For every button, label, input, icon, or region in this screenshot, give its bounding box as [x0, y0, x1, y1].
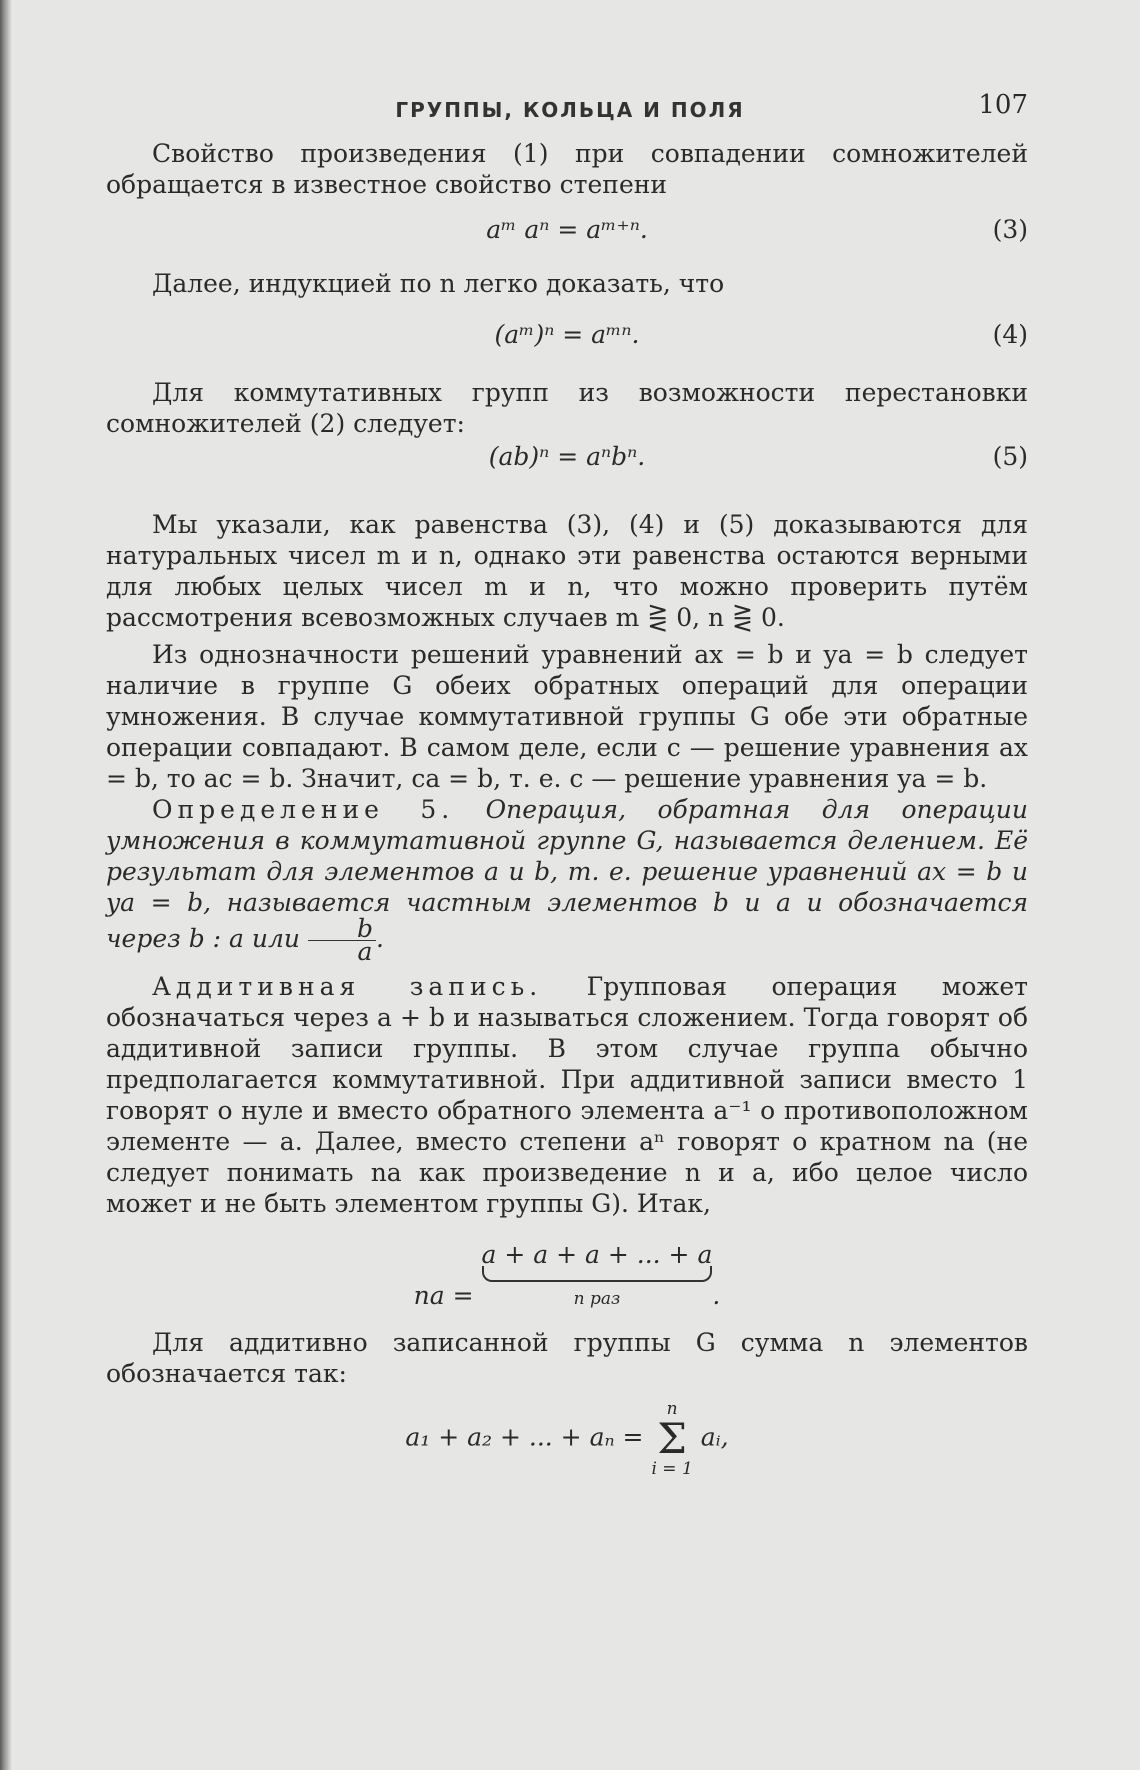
paragraph-sum-notation: Для аддитивно записанной группы G сумма n элементов обозначается так: — [106, 1328, 1028, 1388]
paragraph-definition-5: Определение 5. Операция, обратная для операции умножения в коммутативной группе G, называется делением. Её результат для элементов a и b, т. е. решение уравнений ax = b и ya = b, называется частным элементов b и a и обозначается через b : a или $\frac{b}{a}$ . — [106, 795, 1028, 966]
paragraph-integers: Мы указали, как равенства (3), (4) и (5) доказываются для натуральных чисел m и n, однако эти равенства остаются верными для любых целых чисел m и n, что можно проверить путём рассмотрения всевозможных случаев m ⋛ 0, n ⋛ 0. — [106, 510, 1028, 632]
equation-3-formula: aᵐ aⁿ = aᵐ⁺ⁿ. — [486, 215, 648, 244]
fraction-numerator: b — [308, 918, 376, 941]
underbrace-label: n раз — [573, 1289, 621, 1309]
page-header — [0, 88, 1140, 128]
equation-5-formula: (ab)ⁿ = aⁿbⁿ. — [488, 442, 646, 471]
paragraph-additive — [106, 971, 1028, 1219]
paragraph-induction: Далее, индукцией по n легко доказать, что — [152, 269, 725, 298]
running-title: ГРУППЫ, КОЛЬЦА И ПОЛЯ — [395, 98, 745, 122]
equation-sum — [106, 1399, 1028, 1509]
equation-multiple-sum: a + a + a + ... + a — [481, 1240, 713, 1269]
page-binding-edge — [0, 0, 12, 1770]
summation-lower-limit: i = 1 — [651, 1459, 693, 1479]
additive-label: Аддитивная запись. — [152, 972, 543, 1001]
additive-text: Групповая операция может обозначаться через a + b и называться сложением. Тогда говорят об аддитивной записи группы. В этом случае группа обычно предполагается коммутативной. При аддитивной записи вместо 1 говорят о нуле и вместо обратного элемента a⁻¹ о противоположном элементе — a. Далее, вместо степени aⁿ говорят о кратном na (не следует понимать na как произведение n и a, ибо целое число может и не быть элементом группы G). Итак, — [106, 972, 1028, 1218]
equation-5 — [106, 441, 1028, 481]
main-text — [106, 138, 1028, 1509]
page-number: 107 — [978, 90, 1028, 120]
equation-3-number: (3) — [992, 215, 1028, 244]
paragraph-commutative: Для коммутативных групп из возможности перестановки сомножителей (2) следует: — [106, 378, 1028, 438]
fraction-denominator: a — [357, 937, 373, 966]
equation-4 — [106, 319, 1028, 359]
equation-5-number: (5) — [992, 442, 1028, 471]
equation-sum-right: aᵢ, — [700, 1422, 729, 1452]
equation-sum-left: a₁ + a₂ + ... + aₙ = — [405, 1422, 644, 1452]
equation-4-formula: (aᵐ)ⁿ = aᵐⁿ. — [494, 320, 640, 349]
equation-4-number: (4) — [992, 320, 1028, 349]
sigma-icon: Σ — [657, 1414, 687, 1463]
division-fraction — [308, 914, 376, 966]
summation-symbol — [651, 1399, 692, 1479]
equation-multiple-left: na = — [413, 1281, 474, 1310]
definition-text: Операция, обратная для операции умножения в коммутативной группе G, называется делением. Её результат для элементов a и b, т. е. решение уравнений ax = b и ya = b, называется частным элементов b и a и обозначается через b : a или — [106, 795, 1028, 953]
paragraph-inverse-operations: Из однозначности решений уравнений ax = b и ya = b следует наличие в группе G обеих обратных операций для операции умножения. В случае коммутативной группы G обе эти обратные операции совпадают. В самом деле, если c — решение уравнения ax = b, то ac = b. Значит, ca = b, т. е. c — решение уравнения ya = b. — [106, 640, 1028, 793]
underbrace-group — [482, 1239, 713, 1315]
summation-upper-limit: n — [666, 1399, 678, 1419]
equation-multiple: na = a + a + a + ... + a n раз . — [106, 1239, 1028, 1309]
equation-3 — [106, 214, 1028, 254]
paragraph-power-property: Свойство произведения (1) при совпадении сомножителей обращается в известное свойство степени — [106, 139, 1028, 199]
definition-label: Определение 5. — [152, 795, 455, 824]
